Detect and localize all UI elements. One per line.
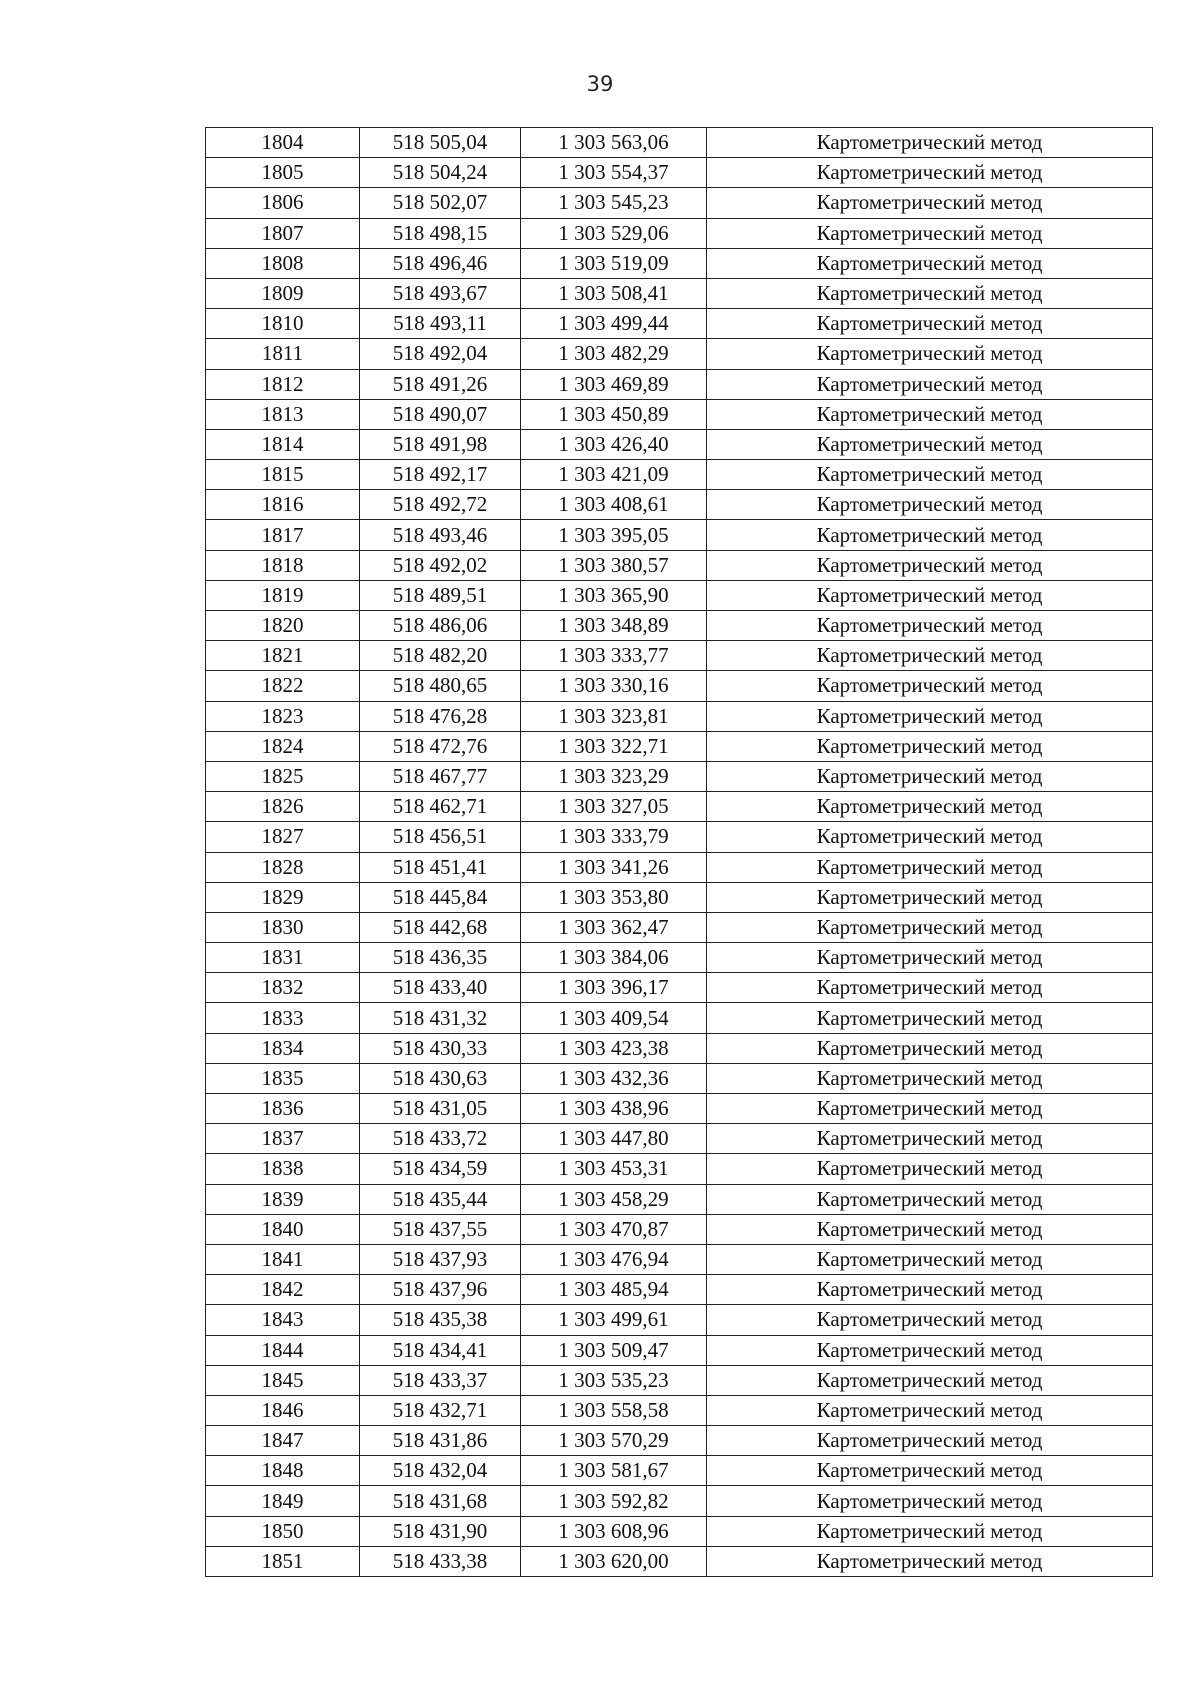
coordinate-y-cell: 1 303 563,06: [521, 128, 707, 158]
coordinate-y-cell: 1 303 608,96: [521, 1516, 707, 1546]
table-row: [206, 701, 1153, 731]
point-number-cell: 1809: [206, 278, 360, 308]
coordinate-y-cell: 1 303 333,79: [521, 822, 707, 852]
coordinate-x-cell: 518 437,55: [360, 1214, 521, 1244]
point-number-cell: 1811: [206, 339, 360, 369]
coordinate-x-cell: 518 431,05: [360, 1094, 521, 1124]
method-cell: Картометрический метод: [707, 1244, 1153, 1274]
method-cell: Картометрический метод: [707, 882, 1153, 912]
coordinate-y-cell: 1 303 529,06: [521, 218, 707, 248]
table-row: [206, 1516, 1153, 1546]
coordinate-x-cell: 518 434,41: [360, 1335, 521, 1365]
coordinate-y-cell: 1 303 508,41: [521, 278, 707, 308]
coordinate-y-cell: 1 303 482,29: [521, 339, 707, 369]
coordinate-y-cell: 1 303 509,47: [521, 1335, 707, 1365]
coordinate-y-cell: 1 303 396,17: [521, 973, 707, 1003]
coordinate-x-cell: 518 445,84: [360, 882, 521, 912]
table-row: [206, 1184, 1153, 1214]
coordinate-x-cell: 518 433,38: [360, 1546, 521, 1576]
table-row: [206, 1305, 1153, 1335]
coordinate-x-cell: 518 480,65: [360, 671, 521, 701]
point-number-cell: 1849: [206, 1486, 360, 1516]
point-number-cell: 1823: [206, 701, 360, 731]
method-cell: Картометрический метод: [707, 520, 1153, 550]
coordinate-x-cell: 518 491,26: [360, 369, 521, 399]
coordinates-table-body: [206, 128, 1153, 1577]
table-row: [206, 369, 1153, 399]
method-cell: Картометрический метод: [707, 701, 1153, 731]
coordinate-x-cell: 518 433,72: [360, 1124, 521, 1154]
table-row: [206, 309, 1153, 339]
point-number-cell: 1818: [206, 550, 360, 580]
point-number-cell: 1850: [206, 1516, 360, 1546]
point-number-cell: 1824: [206, 731, 360, 761]
point-number-cell: 1817: [206, 520, 360, 550]
coordinates-table: [205, 127, 1153, 1577]
coordinate-x-cell: 518 486,06: [360, 611, 521, 641]
coordinate-y-cell: 1 303 558,58: [521, 1395, 707, 1425]
coordinate-x-cell: 518 467,77: [360, 761, 521, 791]
coordinate-y-cell: 1 303 341,26: [521, 852, 707, 882]
coordinate-x-cell: 518 491,98: [360, 429, 521, 459]
table-row: [206, 761, 1153, 791]
point-number-cell: 1834: [206, 1033, 360, 1063]
table-row: [206, 1546, 1153, 1576]
coordinate-y-cell: 1 303 519,09: [521, 248, 707, 278]
table-row: [206, 1094, 1153, 1124]
coordinate-y-cell: 1 303 333,77: [521, 641, 707, 671]
method-cell: Картометрический метод: [707, 1395, 1153, 1425]
point-number-cell: 1826: [206, 792, 360, 822]
method-cell: Картометрический метод: [707, 761, 1153, 791]
method-cell: Картометрический метод: [707, 1033, 1153, 1063]
coordinate-y-cell: 1 303 408,61: [521, 490, 707, 520]
point-number-cell: 1832: [206, 973, 360, 1003]
method-cell: Картометрический метод: [707, 1486, 1153, 1516]
point-number-cell: 1846: [206, 1395, 360, 1425]
table-row: [206, 943, 1153, 973]
table-row: [206, 792, 1153, 822]
table-row: [206, 1395, 1153, 1425]
page-number: 39: [586, 72, 614, 96]
coordinate-y-cell: 1 303 470,87: [521, 1214, 707, 1244]
coordinate-x-cell: 518 437,96: [360, 1275, 521, 1305]
table-row: [206, 1275, 1153, 1305]
table-row: [206, 671, 1153, 701]
coordinate-x-cell: 518 431,90: [360, 1516, 521, 1546]
coordinate-x-cell: 518 472,76: [360, 731, 521, 761]
method-cell: Картометрический метод: [707, 852, 1153, 882]
coordinate-x-cell: 518 492,04: [360, 339, 521, 369]
coordinate-y-cell: 1 303 485,94: [521, 1275, 707, 1305]
coordinate-y-cell: 1 303 570,29: [521, 1426, 707, 1456]
method-cell: Картометрический метод: [707, 1063, 1153, 1093]
coordinate-y-cell: 1 303 554,37: [521, 158, 707, 188]
coordinate-y-cell: 1 303 432,36: [521, 1063, 707, 1093]
point-number-cell: 1842: [206, 1275, 360, 1305]
method-cell: Картометрический метод: [707, 731, 1153, 761]
coordinate-x-cell: 518 451,41: [360, 852, 521, 882]
coordinate-y-cell: 1 303 581,67: [521, 1456, 707, 1486]
coordinate-y-cell: 1 303 545,23: [521, 188, 707, 218]
method-cell: Картометрический метод: [707, 1546, 1153, 1576]
coordinate-x-cell: 518 489,51: [360, 580, 521, 610]
method-cell: Картометрический метод: [707, 912, 1153, 942]
method-cell: Картометрический метод: [707, 792, 1153, 822]
table-row: [206, 641, 1153, 671]
table-row: [206, 912, 1153, 942]
coordinate-x-cell: 518 435,44: [360, 1184, 521, 1214]
table-row: [206, 278, 1153, 308]
method-cell: Картометрический метод: [707, 1094, 1153, 1124]
coordinate-x-cell: 518 434,59: [360, 1154, 521, 1184]
table-row: [206, 339, 1153, 369]
coordinate-y-cell: 1 303 426,40: [521, 429, 707, 459]
coordinate-y-cell: 1 303 421,09: [521, 460, 707, 490]
table-row: [206, 490, 1153, 520]
table-row: [206, 1063, 1153, 1093]
method-cell: Картометрический метод: [707, 1365, 1153, 1395]
table-row: [206, 1365, 1153, 1395]
coordinate-y-cell: 1 303 423,38: [521, 1033, 707, 1063]
table-row: [206, 1335, 1153, 1365]
point-number-cell: 1833: [206, 1003, 360, 1033]
method-cell: Картометрический метод: [707, 1124, 1153, 1154]
point-number-cell: 1831: [206, 943, 360, 973]
method-cell: Картометрический метод: [707, 1003, 1153, 1033]
point-number-cell: 1820: [206, 611, 360, 641]
table-row: [206, 1486, 1153, 1516]
point-number-cell: 1822: [206, 671, 360, 701]
coordinate-x-cell: 518 436,35: [360, 943, 521, 973]
table-row: [206, 1244, 1153, 1274]
method-cell: Картометрический метод: [707, 1154, 1153, 1184]
method-cell: Картометрический метод: [707, 369, 1153, 399]
table-row: [206, 399, 1153, 429]
point-number-cell: 1805: [206, 158, 360, 188]
table-row: [206, 218, 1153, 248]
point-number-cell: 1829: [206, 882, 360, 912]
coordinate-y-cell: 1 303 330,16: [521, 671, 707, 701]
coordinate-y-cell: 1 303 409,54: [521, 1003, 707, 1033]
point-number-cell: 1808: [206, 248, 360, 278]
coordinate-x-cell: 518 433,40: [360, 973, 521, 1003]
coordinate-x-cell: 518 505,04: [360, 128, 521, 158]
point-number-cell: 1819: [206, 580, 360, 610]
point-number-cell: 1825: [206, 761, 360, 791]
coordinate-y-cell: 1 303 620,00: [521, 1546, 707, 1576]
coordinate-x-cell: 518 431,68: [360, 1486, 521, 1516]
method-cell: Картометрический метод: [707, 1214, 1153, 1244]
coordinate-y-cell: 1 303 384,06: [521, 943, 707, 973]
coordinate-x-cell: 518 431,86: [360, 1426, 521, 1456]
table-row: [206, 1456, 1153, 1486]
table-row: [206, 1214, 1153, 1244]
point-number-cell: 1816: [206, 490, 360, 520]
point-number-cell: 1807: [206, 218, 360, 248]
coordinate-y-cell: 1 303 535,23: [521, 1365, 707, 1395]
table-row: [206, 460, 1153, 490]
point-number-cell: 1821: [206, 641, 360, 671]
coordinate-x-cell: 518 493,46: [360, 520, 521, 550]
coordinate-x-cell: 518 432,04: [360, 1456, 521, 1486]
point-number-cell: 1839: [206, 1184, 360, 1214]
table-row: [206, 1124, 1153, 1154]
table-row: [206, 1154, 1153, 1184]
coordinate-x-cell: 518 482,20: [360, 641, 521, 671]
coordinate-y-cell: 1 303 499,44: [521, 309, 707, 339]
table-row: [206, 248, 1153, 278]
coordinate-y-cell: 1 303 453,31: [521, 1154, 707, 1184]
point-number-cell: 1843: [206, 1305, 360, 1335]
coordinate-x-cell: 518 476,28: [360, 701, 521, 731]
method-cell: Картометрический метод: [707, 188, 1153, 218]
table-row: [206, 1426, 1153, 1456]
table-row: [206, 1003, 1153, 1033]
method-cell: Картометрический метод: [707, 1516, 1153, 1546]
coordinate-y-cell: 1 303 450,89: [521, 399, 707, 429]
table-row: [206, 429, 1153, 459]
coordinate-x-cell: 518 502,07: [360, 188, 521, 218]
coordinate-x-cell: 518 430,33: [360, 1033, 521, 1063]
point-number-cell: 1838: [206, 1154, 360, 1184]
coordinate-x-cell: 518 431,32: [360, 1003, 521, 1033]
method-cell: Картометрический метод: [707, 671, 1153, 701]
point-number-cell: 1827: [206, 822, 360, 852]
point-number-cell: 1845: [206, 1365, 360, 1395]
method-cell: Картометрический метод: [707, 1456, 1153, 1486]
method-cell: Картометрический метод: [707, 1426, 1153, 1456]
coordinate-x-cell: 518 498,15: [360, 218, 521, 248]
table-row: [206, 1033, 1153, 1063]
table-row: [206, 822, 1153, 852]
coordinate-y-cell: 1 303 362,47: [521, 912, 707, 942]
coordinate-y-cell: 1 303 380,57: [521, 550, 707, 580]
table-row: [206, 128, 1153, 158]
method-cell: Картометрический метод: [707, 943, 1153, 973]
point-number-cell: 1804: [206, 128, 360, 158]
method-cell: Картометрический метод: [707, 339, 1153, 369]
coordinate-y-cell: 1 303 322,71: [521, 731, 707, 761]
coordinate-y-cell: 1 303 592,82: [521, 1486, 707, 1516]
coordinate-x-cell: 518 462,71: [360, 792, 521, 822]
method-cell: Картометрический метод: [707, 399, 1153, 429]
coordinate-x-cell: 518 456,51: [360, 822, 521, 852]
coordinate-x-cell: 518 433,37: [360, 1365, 521, 1395]
coordinate-y-cell: 1 303 395,05: [521, 520, 707, 550]
table-row: [206, 550, 1153, 580]
point-number-cell: 1815: [206, 460, 360, 490]
coordinate-y-cell: 1 303 438,96: [521, 1094, 707, 1124]
method-cell: Картометрический метод: [707, 580, 1153, 610]
point-number-cell: 1830: [206, 912, 360, 942]
table-row: [206, 852, 1153, 882]
coordinate-x-cell: 518 442,68: [360, 912, 521, 942]
method-cell: Картометрический метод: [707, 1184, 1153, 1214]
point-number-cell: 1835: [206, 1063, 360, 1093]
point-number-cell: 1848: [206, 1456, 360, 1486]
point-number-cell: 1806: [206, 188, 360, 218]
method-cell: Картометрический метод: [707, 822, 1153, 852]
coordinate-y-cell: 1 303 469,89: [521, 369, 707, 399]
method-cell: Картометрический метод: [707, 128, 1153, 158]
coordinate-y-cell: 1 303 365,90: [521, 580, 707, 610]
coordinate-y-cell: 1 303 327,05: [521, 792, 707, 822]
method-cell: Картометрический метод: [707, 248, 1153, 278]
method-cell: Картометрический метод: [707, 460, 1153, 490]
method-cell: Картометрический метод: [707, 973, 1153, 1003]
point-number-cell: 1810: [206, 309, 360, 339]
coordinate-x-cell: 518 496,46: [360, 248, 521, 278]
point-number-cell: 1851: [206, 1546, 360, 1576]
table-row: [206, 158, 1153, 188]
method-cell: Картометрический метод: [707, 1305, 1153, 1335]
method-cell: Картометрический метод: [707, 309, 1153, 339]
coordinate-y-cell: 1 303 447,80: [521, 1124, 707, 1154]
table-row: [206, 520, 1153, 550]
coordinate-x-cell: 518 430,63: [360, 1063, 521, 1093]
method-cell: Картометрический метод: [707, 218, 1153, 248]
point-number-cell: 1837: [206, 1124, 360, 1154]
point-number-cell: 1812: [206, 369, 360, 399]
method-cell: Картометрический метод: [707, 1335, 1153, 1365]
coordinate-x-cell: 518 437,93: [360, 1244, 521, 1274]
coordinate-y-cell: 1 303 499,61: [521, 1305, 707, 1335]
coordinate-y-cell: 1 303 323,29: [521, 761, 707, 791]
table-row: [206, 882, 1153, 912]
point-number-cell: 1844: [206, 1335, 360, 1365]
table-row: [206, 580, 1153, 610]
method-cell: Картометрический метод: [707, 611, 1153, 641]
table-row: [206, 731, 1153, 761]
method-cell: Картометрический метод: [707, 641, 1153, 671]
coordinate-y-cell: 1 303 458,29: [521, 1184, 707, 1214]
table-row: [206, 611, 1153, 641]
method-cell: Картометрический метод: [707, 278, 1153, 308]
method-cell: Картометрический метод: [707, 490, 1153, 520]
coordinate-x-cell: 518 492,72: [360, 490, 521, 520]
coordinate-y-cell: 1 303 476,94: [521, 1244, 707, 1274]
coordinate-x-cell: 518 492,02: [360, 550, 521, 580]
coordinate-y-cell: 1 303 323,81: [521, 701, 707, 731]
point-number-cell: 1840: [206, 1214, 360, 1244]
method-cell: Картометрический метод: [707, 1275, 1153, 1305]
point-number-cell: 1828: [206, 852, 360, 882]
method-cell: Картометрический метод: [707, 550, 1153, 580]
coordinate-x-cell: 518 432,71: [360, 1395, 521, 1425]
coordinate-x-cell: 518 493,67: [360, 278, 521, 308]
coordinate-y-cell: 1 303 353,80: [521, 882, 707, 912]
point-number-cell: 1814: [206, 429, 360, 459]
coordinate-y-cell: 1 303 348,89: [521, 611, 707, 641]
method-cell: Картометрический метод: [707, 158, 1153, 188]
coordinate-x-cell: 518 504,24: [360, 158, 521, 188]
point-number-cell: 1841: [206, 1244, 360, 1274]
point-number-cell: 1813: [206, 399, 360, 429]
coordinate-x-cell: 518 435,38: [360, 1305, 521, 1335]
table-row: [206, 973, 1153, 1003]
point-number-cell: 1847: [206, 1426, 360, 1456]
coordinate-x-cell: 518 492,17: [360, 460, 521, 490]
coordinate-x-cell: 518 493,11: [360, 309, 521, 339]
method-cell: Картометрический метод: [707, 429, 1153, 459]
coordinate-x-cell: 518 490,07: [360, 399, 521, 429]
point-number-cell: 1836: [206, 1094, 360, 1124]
table-row: [206, 188, 1153, 218]
